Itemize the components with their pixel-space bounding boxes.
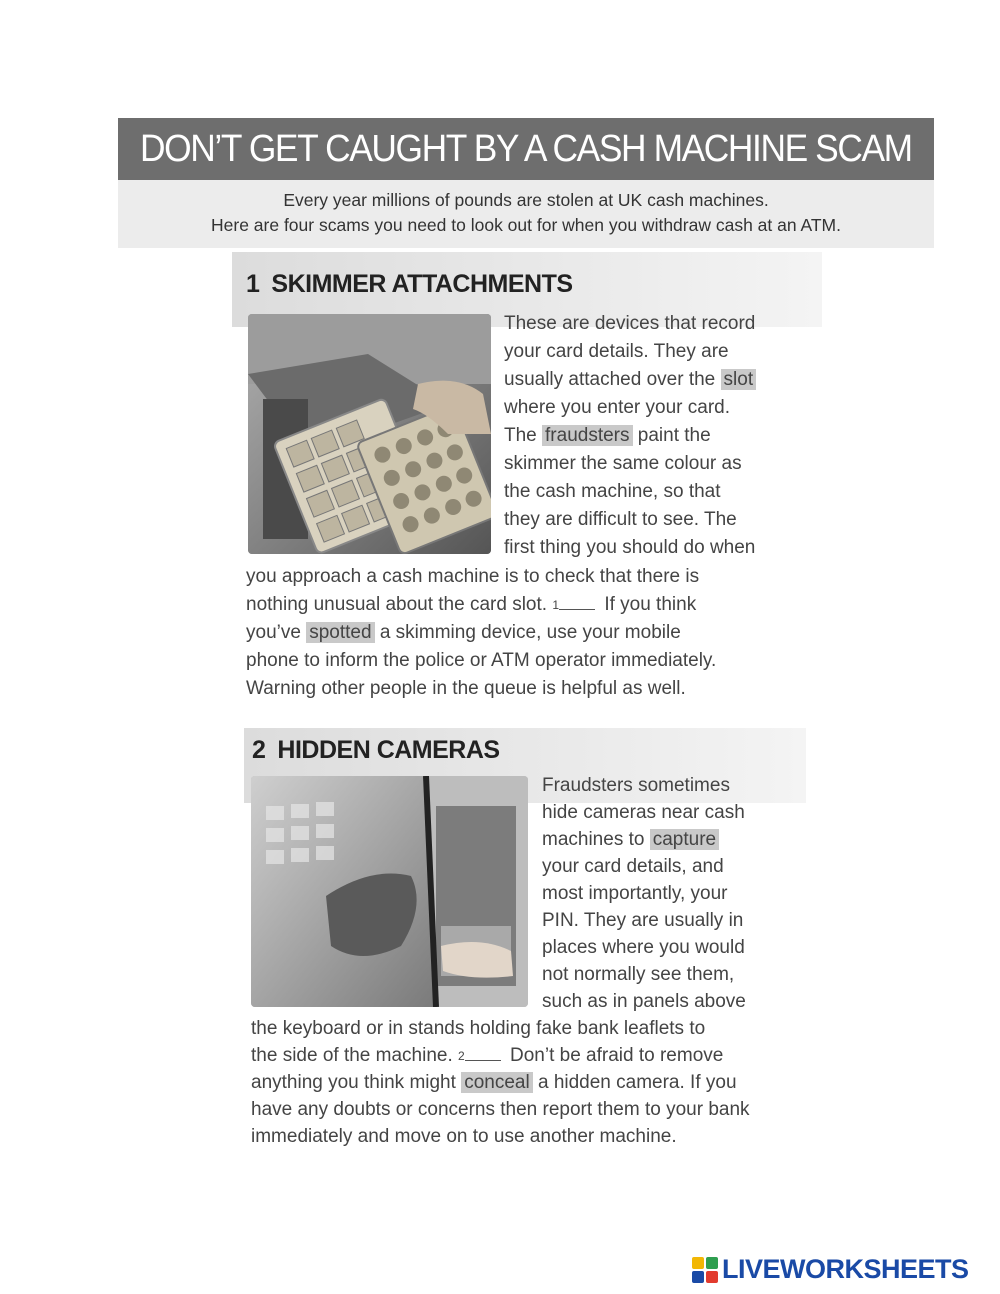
s2-line-9: such as in panels above (542, 991, 746, 1012)
section-title: SKIMMER ATTACHMENTS (271, 270, 573, 298)
skimmer-illustration (248, 314, 491, 554)
vocab-highlight-spotted[interactable]: spotted (306, 622, 374, 643)
s2-line-14: immediately and move on to use another machine. (251, 1126, 677, 1147)
s2-line-7: places where you would (542, 937, 745, 958)
section-number: 1 (246, 270, 260, 298)
vocab-highlight-fraudsters[interactable]: fraudsters (542, 425, 632, 446)
s2-line-1: Fraudsters sometimes (542, 775, 730, 796)
s2-line-11-text-b: Don’t be afraid to remove (510, 1045, 724, 1066)
s1-line-13: phone to inform the police or ATM operator immediately. (246, 650, 717, 671)
s1-line-6: skimmer the same colour as (504, 453, 742, 474)
s1-line-12-text-a: you’ve (246, 622, 301, 643)
s1-line-11 (246, 592, 696, 618)
s1-line-8: they are difficult to see. The (504, 509, 737, 530)
s2-line-10: the keyboard or in stands holding fake bank leaflets to (251, 1018, 706, 1039)
vocab-highlight-conceal[interactable]: conceal (461, 1072, 533, 1093)
s1-line-7: the cash machine, so that (504, 481, 721, 502)
answer-gap-1[interactable] (559, 593, 595, 610)
s1-line-5-text-a: The (504, 425, 537, 446)
logo-mark-icon (692, 1257, 718, 1283)
gap-number-2: 2 (458, 1049, 465, 1063)
s1-line-12 (246, 620, 681, 646)
s2-line-3 (542, 827, 719, 853)
subtitle-band (118, 180, 934, 248)
answer-gap-2[interactable] (465, 1044, 501, 1061)
hidden-camera-photo (251, 776, 528, 1007)
s1-line-5 (504, 423, 711, 449)
s2-line-5: most importantly, your (542, 883, 728, 904)
page-title: DON’T GET CAUGHT BY A CASH MACHINE SCAM (140, 127, 912, 170)
subtitle-line-1: Every year millions of pounds are stolen at UK cash machines. (283, 190, 769, 210)
section-heading (252, 736, 500, 765)
section-number: 2 (252, 736, 266, 764)
logo-text: LIVEWORKSHEETS (722, 1254, 969, 1284)
skimmer-photo (248, 314, 491, 554)
s2-line-11-text-a: the side of the machine. (251, 1045, 453, 1066)
s2-line-12 (251, 1070, 737, 1096)
s2-line-2: hide cameras near cash (542, 802, 745, 823)
s2-line-12-text-a: anything you think might (251, 1072, 456, 1093)
gap-number-1: 1 (552, 598, 560, 612)
s1-line-11-text-b: If you think (604, 594, 697, 615)
s1-line-2: your card details. They are (504, 341, 729, 362)
s2-line-3-text: machines to (542, 829, 645, 850)
s1-line-11-text-a: nothing unusual about the card slot. (246, 594, 548, 615)
s2-line-12-text-b: a hidden camera. If you (537, 1072, 737, 1093)
s1-line-5-text-b: paint the (637, 425, 711, 446)
camera-illustration (251, 776, 528, 1007)
section-heading (246, 270, 573, 299)
s1-line-3-text: usually attached over the (504, 369, 716, 390)
liveworksheets-logo[interactable] (692, 1254, 969, 1285)
s1-line-4: where you enter your card. (504, 397, 731, 418)
s2-line-13: have any doubts or concerns then report them to your bank (251, 1099, 750, 1120)
s2-line-11 (251, 1043, 723, 1069)
s1-line-10: you approach a cash machine is to check that there is (246, 566, 700, 587)
subtitle-line-2: Here are four scams you need to look out for when you withdraw cash at an ATM. (211, 215, 841, 235)
s1-line-12-text-b: a skimming device, use your mobile (379, 622, 681, 643)
vocab-highlight-capture[interactable]: capture (650, 829, 719, 850)
title-band (118, 118, 934, 180)
vocab-highlight-slot[interactable]: slot (721, 369, 757, 390)
s2-line-6: PIN. They are usually in (542, 910, 744, 931)
s2-line-8: not normally see them, (542, 964, 735, 985)
s1-line-9: first thing you should do when (504, 537, 756, 558)
s1-line-1: These are devices that record (504, 313, 756, 334)
section-title: HIDDEN CAMERAS (277, 736, 500, 764)
s1-line-14: Warning other people in the queue is helpful as well. (246, 678, 686, 699)
s2-line-4: your card details, and (542, 856, 724, 877)
s1-line-3 (504, 367, 756, 393)
